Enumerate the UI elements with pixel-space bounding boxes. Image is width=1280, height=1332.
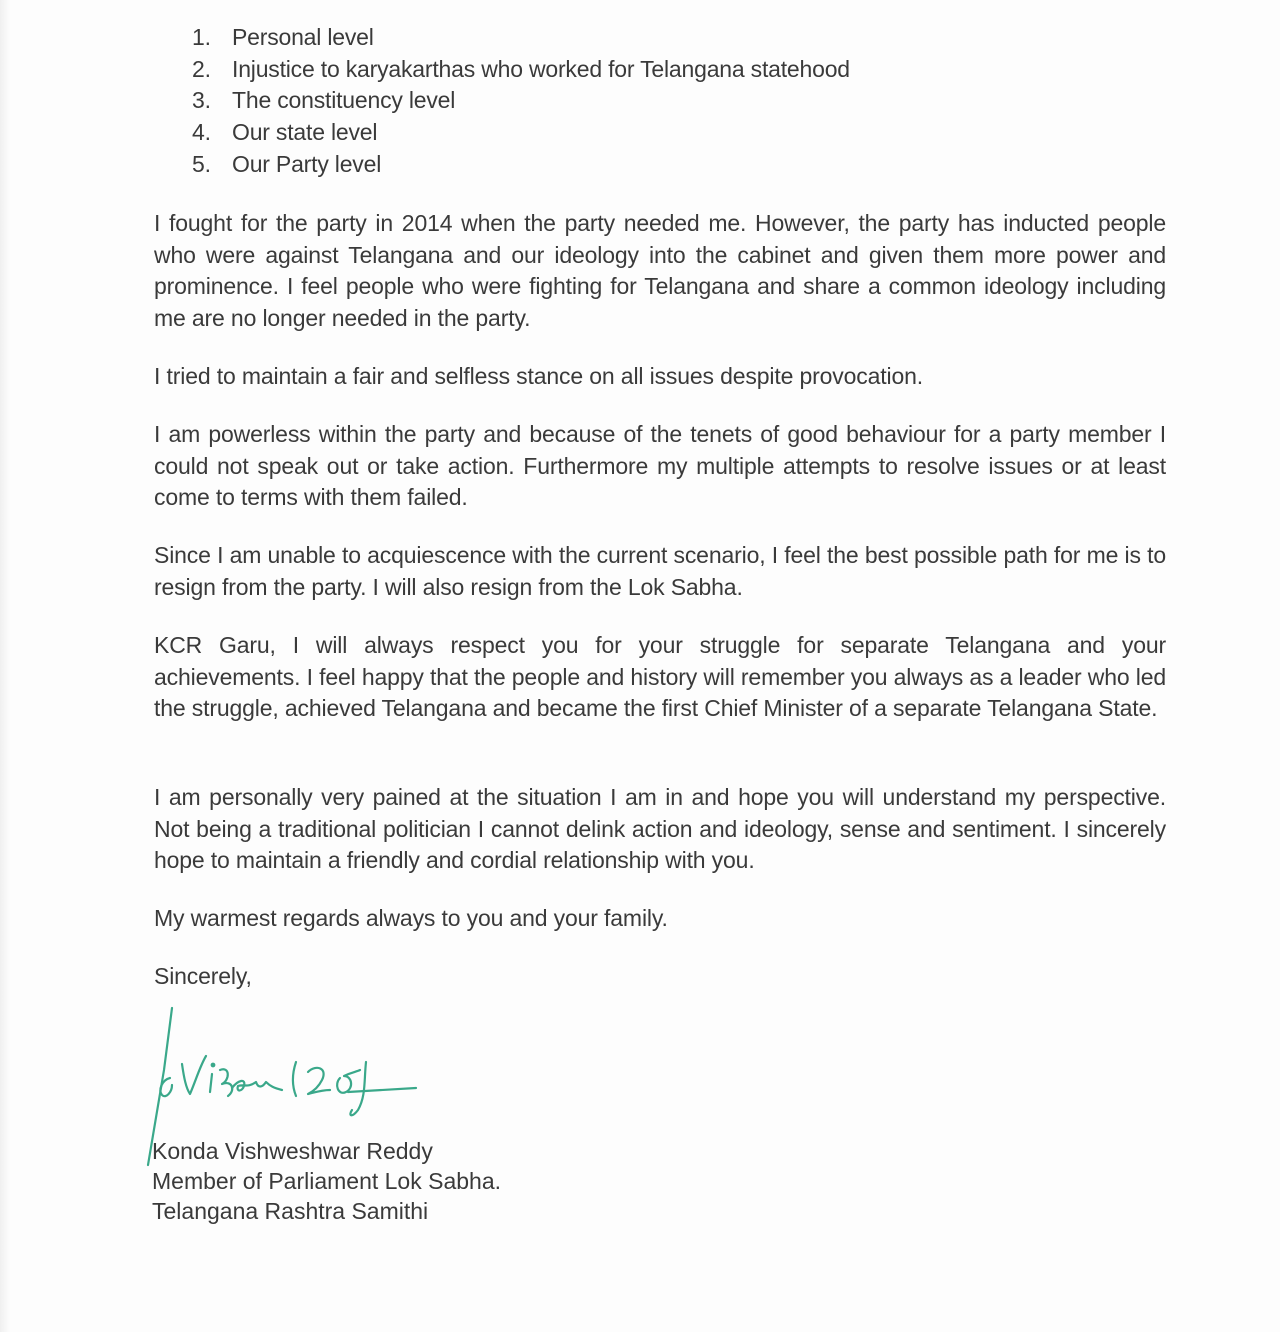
- paragraph-2014-fight: I fought for the party in 2014 when the party needed me. However, the party has inducted people who were against Telangana and our ideology into the cabinet and given them more power and prominence. I feel people who were fighting for Telangana and share a common ideology including me are no longer needed in the party.: [154, 210, 1166, 331]
- scan-edge-shadow: [0, 0, 10, 1332]
- signatory-party: Telangana Rashtra Samithi: [152, 1198, 429, 1224]
- paragraph-resignation: Since I am unable to acquiescence with the current scenario, I feel the best possible path for me is to resign from the party. I will also resign from the Lok Sabha.: [154, 542, 1166, 600]
- signatory-block: [152, 1136, 501, 1226]
- paragraph-kcr-respect: KCR Garu, I will always respect you for your struggle for separate Telangana and your achievements. I feel happy that the people and history will remember you always as a leader who led the struggle, achieved Telangana and became the first Chief Minister of a separate Telangana State.: [154, 632, 1166, 721]
- list-item: 2. Injustice to karyakarthas who worked for Telangana statehood: [192, 55, 850, 82]
- paragraph-pained: I am personally very pained at the situation I am in and hope you will understand my perspective. Not being a traditional politician I cannot delink action and ideology, sense and sentiment. I sincerely hope to maintain a friendly and cordial relationship with you.: [154, 784, 1166, 873]
- list-item: 5. Our Party level: [192, 150, 382, 177]
- list-item: 3. The constituency level: [192, 87, 456, 114]
- paragraph-regards: My warmest regards always to you and your family.: [154, 905, 668, 931]
- list-item: 1. Personal level: [192, 24, 374, 50]
- paragraph-fair-stance: I tried to maintain a fair and selfless stance on all issues despite provocation.: [154, 363, 923, 389]
- signatory-title: Member of Parliament Lok Sabha.: [152, 1168, 502, 1194]
- reasons-list: [192, 22, 850, 180]
- paragraph-powerless: I am powerless within the party and because of the tenets of good behaviour for a party member I could not speak out or take action. Furthermore my multiple attempts to resolve issues or at least come to terms with them failed.: [154, 421, 1166, 510]
- signatory-name: Konda Vishweshwar Reddy: [152, 1138, 433, 1164]
- list-item: 4. Our state level: [192, 119, 378, 146]
- closing-salutation: Sincerely,: [154, 963, 252, 989]
